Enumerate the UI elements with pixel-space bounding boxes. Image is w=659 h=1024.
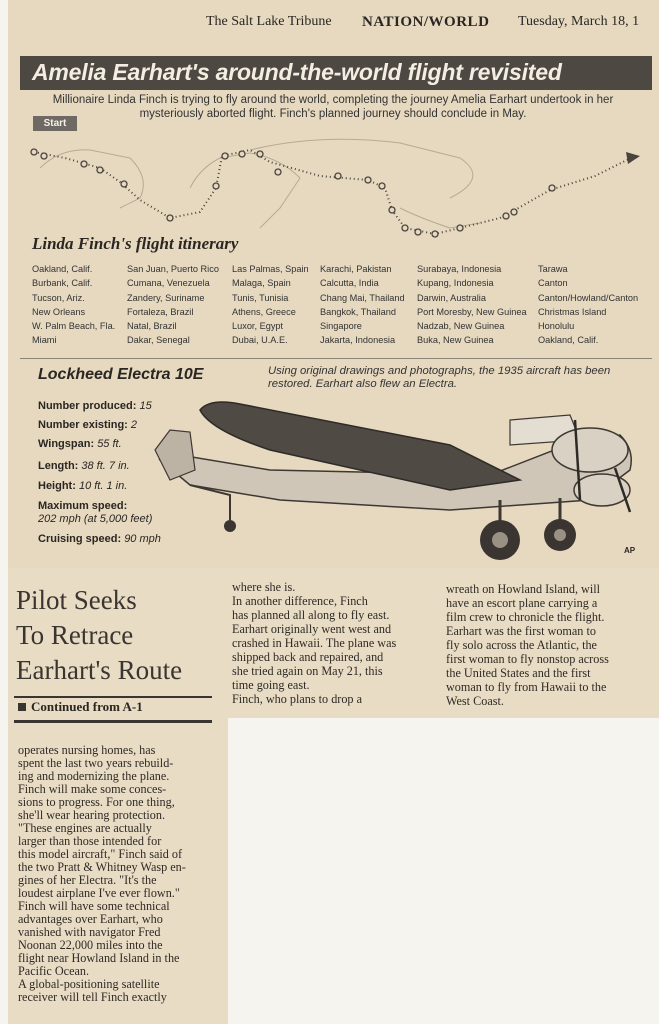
itinerary-stop: Darwin, Australia [417,292,486,303]
article-line: the two Pratt & Whitney Wasp en- [18,860,186,874]
article-line: larger than those intended for [18,834,162,848]
route-stop [335,173,341,179]
plane-tail [155,430,195,480]
article-line: time going east. [232,678,310,692]
spec-label: Height: [38,480,76,492]
aircraft-title: Lockheed Electra 10E [38,366,204,383]
itinerary-stop: Surabaya, Indonesia [417,264,502,274]
aircraft-note: Using original drawings and photographs, the 1935 aircraft has been restored. Earhart also flew an Electra. [268,365,611,390]
itinerary-stop: Honolulu [538,321,575,332]
route-stop [41,153,47,159]
section-name: NATION/WORLD [362,14,490,30]
route-stop [97,167,103,173]
newspaper-name: The Salt Lake Tribune [206,14,332,29]
route-stop [81,161,87,167]
itinerary-stop: Christmas Island [538,306,607,317]
article-line: fly solo across the Atlantic, the [446,638,597,652]
article-line: Finch will make some conces- [18,782,167,796]
spec-value: 15 [139,400,152,412]
headline-rule [14,696,212,698]
article-line: Finch, who plans to drop a [232,692,362,706]
itinerary-stop: Malaga, Spain [232,278,291,289]
bullet-square-icon [18,703,26,711]
itinerary-stop: Burbank, Calif. [32,278,93,289]
article-line: woman to fly from Hawaii to the [446,680,607,694]
spec-number-existing [38,419,137,432]
plane-wheel-hub [554,529,566,541]
itinerary-stop: San Juan, Puerto Rico [127,264,219,274]
itinerary-column [127,262,219,348]
continued-from [18,699,143,715]
article-line: In another difference, Finch [232,594,368,608]
spec-label: Number produced: [38,400,137,412]
route-stop [389,207,395,213]
article-line: advantages over Earhart, who [18,912,163,926]
article-line: she'll wear hearing protection. [18,808,166,822]
itinerary-stop: Miami [32,335,57,346]
spec-label: Number existing: [38,419,128,431]
article-line: she tried again on May 21, this [232,664,383,678]
spec-value: 202 mph (at 5,000 feet) [38,513,153,525]
plane-engine-cowling [552,428,628,472]
issue-date: Tuesday, March 18, 1 [518,14,640,29]
article-line: has planned all along to fly east. [232,608,390,622]
itinerary-column [538,262,638,348]
itinerary-stop: Las Palmas, Spain [232,264,309,274]
route-stop [31,149,37,155]
graphic-title: Amelia Earhart's around-the-world flight revisited [32,59,562,85]
itinerary-stop: Canton [538,278,568,289]
route-stop [457,225,463,231]
article-line: receiver will tell Finch exactly [18,990,167,1004]
article-line: "These engines are actually [18,821,152,835]
route-stop [503,213,509,219]
article-line: spent the last two years rebuild- [18,756,174,770]
spec-value: 55 ft. [97,438,122,450]
spec-cruising-speed [38,533,161,546]
plane-tail-wheel [224,520,236,532]
route-stop [432,231,438,237]
headline-line: Pilot Seeks [16,585,137,615]
itinerary-stop: Zandery, Suriname [127,292,205,303]
spec-height [38,480,127,493]
itinerary-stop: Nadzab, New Guinea [417,321,505,332]
article-line: vanished with navigator Fred [18,925,161,939]
article-line: Earhart originally went west and [232,622,392,636]
spec-number-produced [38,400,152,413]
route-stop [379,183,385,189]
article-line: wreath on Howland Island, will [446,582,601,596]
article-line: Earhart was the first woman to [446,624,596,638]
itinerary-stop: Tarawa [538,264,568,274]
itinerary-stop: New Orleans [32,306,86,317]
spec-value: 10 ft. 1 in. [78,480,128,492]
itinerary-stop: Kupang, Indonesia [417,278,494,289]
lockheed-electra-illustration [150,390,655,568]
itinerary-stop: Karachi, Pakistan [320,264,392,274]
route-stop [121,181,127,187]
itinerary-stop: Bangkok, Thailand [320,306,396,317]
map-coast-eurasia [250,139,473,198]
spec-label: Cruising speed: [38,533,122,545]
spec-maximum-speed [38,500,152,526]
itinerary-stop: W. Palm Beach, Fla. [32,321,116,332]
article-line: loudest airplane I've ever flown." [18,886,180,900]
itinerary-column [32,262,115,348]
spec-wingspan [38,438,122,451]
spec-value: 38 ft. 7 in. [81,460,130,472]
article-line: operates nursing homes, has [18,743,156,757]
start-label: Start [33,116,77,131]
route-map [20,128,652,240]
itinerary-title: Linda Finch's flight itinerary [32,234,239,253]
article-line: Finch will have some technical [18,899,170,913]
intro-line: Millionaire Linda Finch is trying to fly around the world, completing the journey Amelia Earhart undertook in her [52,94,614,106]
route-stop [365,177,371,183]
itinerary-stop: Jakarta, Indonesia [320,335,396,346]
article-line: ing and modernizing the plane. [18,769,170,783]
article-line: sions to progress. For one thing, [18,795,175,809]
article-line: shipped back and repaired, and [232,650,384,664]
route-stop [167,215,173,221]
itinerary-stop: Athens, Greece [232,306,296,317]
route-stop [415,229,421,235]
map-coast-australia [400,208,480,228]
route-stop [402,225,408,231]
article-line: Pacific Ocean. [18,964,90,978]
article-line: the United States and the first [446,666,591,680]
itinerary-stop: Canton/Howland/Canton [538,292,639,303]
graphic-title-band [20,56,652,90]
itinerary-stop: Dubai, U.A.E. [232,335,288,346]
continued-text: Continued from A-1 [31,699,143,714]
article-line: West Coast. [446,694,504,708]
itinerary-column [232,262,309,348]
headline-line: Earhart's Route [16,655,183,685]
itinerary-stop: Oakland, Calif. [32,264,93,274]
route-stop [549,185,555,191]
photo-credit: AP [624,546,636,555]
article-line: flight near Howland Island in the [18,951,180,965]
spec-label: Wingspan: [38,438,95,450]
spec-value: 2 [130,419,138,431]
itinerary-stop: Singapore [320,321,362,332]
itinerary-stop: Fortaleza, Brazil [127,306,194,317]
plane-wheel-hub [492,532,508,548]
itinerary-stop: Buka, New Guinea [417,335,494,346]
spec-value: 90 mph [124,533,161,545]
spec-length [38,460,130,473]
itinerary-column [417,262,527,348]
route-stop [511,209,517,215]
masthead [0,0,659,48]
itinerary-stop: Natal, Brazil [127,321,177,332]
article-line: where she is. [232,580,296,594]
map-coast-americas [40,150,143,208]
itinerary-stop: Cumana, Venezuela [127,278,210,289]
itinerary-stop: Chang Mai, Thailand [320,292,405,303]
itinerary-stop: Port Moresby, New Guinea [417,306,527,317]
article-line: have an escort plane carrying a [446,596,598,610]
itinerary-stop: Tucson, Ariz. [32,292,85,303]
article-line: A global-positioning satellite [18,977,160,991]
map-coast-africa [190,153,300,228]
article-line: this model aircraft," Finch said of [18,847,183,861]
route-stop [239,151,245,157]
itinerary-stop: Oakland, Calif. [538,335,599,346]
itinerary-column [320,262,405,348]
route-stop [222,153,228,159]
itinerary-stop: Tunis, Tunisia [232,292,289,303]
route-stop [275,169,281,175]
flight-route [34,150,635,234]
intro-line: mysteriously aborted flight. Finch's planned journey should conclude in May. [139,108,527,120]
itinerary-stop: Luxor, Egypt [232,321,284,332]
itinerary-stop: Calcutta, India [320,278,379,289]
route-arrow-icon [626,152,640,164]
article-line: crashed in Hawaii. The plane was [232,636,397,650]
route-stop [213,183,219,189]
itinerary-stop: Dakar, Senegal [127,335,190,346]
route-stop [257,151,263,157]
article-line: Noonan 22,000 miles into the [18,938,163,952]
column-rule [14,720,212,723]
spec-label: Maximum speed: [38,500,128,512]
graphic-intro [32,93,634,121]
headline-line: To Retrace [16,620,134,650]
article-line: film crew to chronicle the flight. [446,610,605,624]
spec-label: Length: [38,460,79,472]
article-line: first woman to fly nonstop across [446,652,609,666]
article-line: gines of her Electra. "It's the [18,873,157,887]
